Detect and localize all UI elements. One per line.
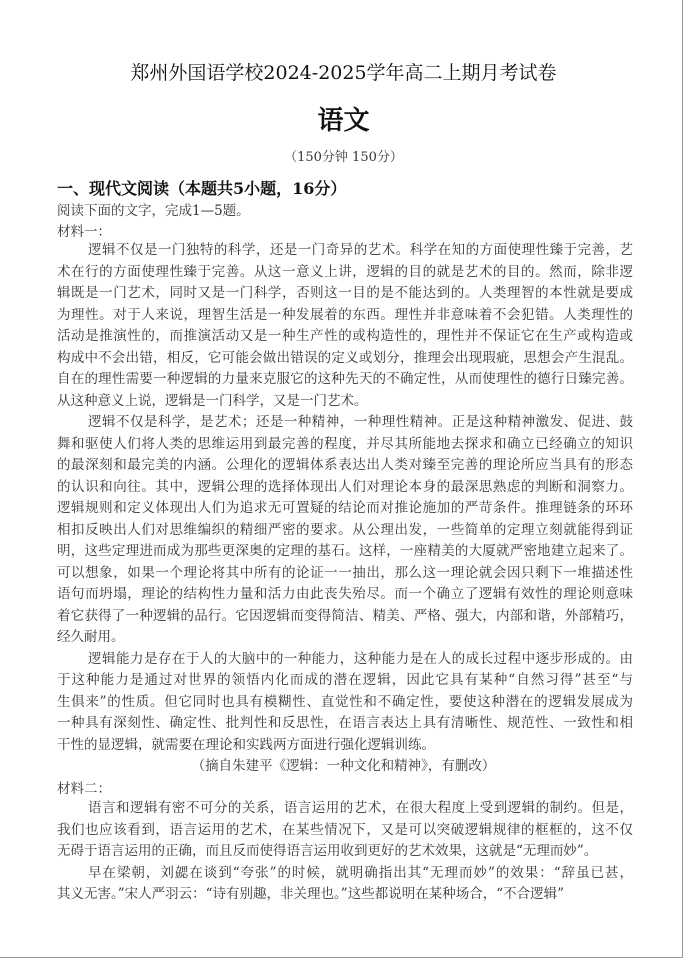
paragraph-line: 明，这些定理进而成为那些更深奥的定理的基石。这样，一座精美的大厦就严密地建立起来了。 (57, 543, 633, 559)
paragraph-line: 于这种能力是通过对世界的领悟内化而成的潜在逻辑，因此它具有某种“自然习得”甚至“与 (57, 672, 633, 688)
subject-title: 语文 (317, 106, 370, 136)
section-heading: 一、现代文阅读（本题共5小题，16分） (57, 179, 347, 198)
material2-label: 材料二： (57, 781, 111, 797)
paragraph-line: 可以想象，如果一个理论将其中所有的论证一一抽出，那么这一理论就会因只剩下一堆描述性 (57, 564, 633, 581)
paragraph-line: 着它获得了一种逻辑的品行。它因逻辑而变得简洁、精美、严格、强大，内部和谐，外部精巧， (57, 607, 633, 624)
paragraph-line: 的最深刻和最完美的内涵。公理化的逻辑体系表达出人类对臻至完善的理论所应当具有的形态 (57, 457, 633, 473)
paragraph-line: 语言和逻辑有密不可分的关系，语言运用的艺术，在很大程度上受到逻辑的制约。但是， (88, 800, 633, 816)
paragraph-line: 我们也应该看到，语言运用的艺术，在某些情况下，又是可以突破逻辑规律的框框的，这不仅 (57, 821, 633, 838)
paragraph-line: 生俱来”的性质。但它同时也具有模糊性、直觉性和不确定性，要使这种潜在的逻辑发展成为 (57, 693, 633, 710)
page-border-bottom (0, 957, 683, 958)
material1-label: 材料一： (57, 224, 111, 240)
instruction: 阅读下面的文字，完成1—5题。 (57, 203, 250, 219)
paragraph-line: 舞和驱使人们将人类的思维运用到最完善的程度，并尽其所能地去探求和确立已经确立的知识 (57, 435, 633, 452)
citation: （摘自朱建平《逻辑：一种文化和精神》，有删改） (191, 758, 496, 774)
paragraph-line: 逻辑规则和定义体现出人们为追求无可置疑的结论而对推论施加的严苛条件。推理链条的环环 (57, 500, 633, 516)
paragraph-line: 构成中不会出错，相反，它可能会做出错误的定义或划分，推理会出现瑕疵，思想会产生混乱。 (57, 349, 633, 366)
paragraph-line: 辑既是一门艺术，同时又是一门科学，否则这一目的是不能达到的。人类理智的本性就是要成 (57, 285, 633, 301)
paragraph-line: 从这种意义上说，逻辑是一门科学，又是一门艺术。 (57, 392, 368, 409)
paragraph-line: 为理性。对于人来说，理智生活是一种发展着的东西。理性并非意味着不会犯错。人类理性的 (57, 306, 633, 323)
paragraph-line: 逻辑不仅是科学，是艺术；还是一种精神，一种理性精神。正是这种精神激发、促进、鼓 (88, 414, 633, 430)
paragraph-line: 相扣反映出人们对思维编织的精细严密的要求。从公理出发，一些简单的定理立刻就能得到证 (57, 521, 633, 538)
paragraph-line: 早在梁朝，刘勰在谈到“夸张”的时候，就明确指出其“无理而妙”的效果：“辞虽已甚， (88, 864, 633, 881)
exam-title: 郑州外国语学校2024-2025学年高二上期月考试卷 (130, 62, 557, 84)
paragraph-line: 一种具有深刻性、确定性、批判性和反思性，在语言表达上具有清晰性、规范性、一致性和相 (57, 715, 633, 731)
paragraph-line: 干性的显逻辑，就需要在理论和实践两方面进行强化逻辑训练。 (57, 736, 435, 753)
paragraph-line: 经久耐用。 (57, 629, 125, 645)
paragraph-line: 语句而坍塌，理论的结构性力量和活力由此丧失殆尽。而一个确立了逻辑有效性的理论则意味 (57, 586, 633, 602)
exam-duration: （150分钟 150分） (284, 150, 403, 165)
paragraph-line: 术在行的方面使理性臻于完善。从这一意义上讲，逻辑的目的就是艺术的目的。然而，除非逻 (57, 263, 633, 280)
paragraph-line: 逻辑不仅是一门独特的科学，还是一门奇异的艺术。科学在知的方面使理性臻于完善，艺 (88, 242, 633, 258)
page-border-right (682, 0, 683, 958)
paragraph-line: 自在的理性需要一种逻辑的力量来克服它的这种先天的不确定性，从而使理性的德行日臻完善。 (57, 371, 633, 387)
paragraph-line: 的认识和向往。其中，逻辑公理的选择体现出人们对理论本身的最深思熟虑的判断和洞察力。 (57, 478, 633, 495)
paragraph-line: 无碍于语言运用的正确，而且反而使得语言运用收到更好的艺术效果，这就是“无理而妙”。 (57, 843, 598, 859)
paragraph-line: 活动是推演性的，而推演活动又是一种生产性的或构造性的，理性并不保证它在生产或构造或 (57, 328, 633, 344)
paragraph-line: 逻辑能力是存在于人的大脑中的一种能力，这种能力是在人的成长过程中逐步形成的。由 (88, 650, 633, 667)
paragraph-line: 其义无害。”宋人严羽云：“诗有别趣，非关理也。”这些都说明在某种场合，“不合逻辑” (57, 886, 565, 902)
